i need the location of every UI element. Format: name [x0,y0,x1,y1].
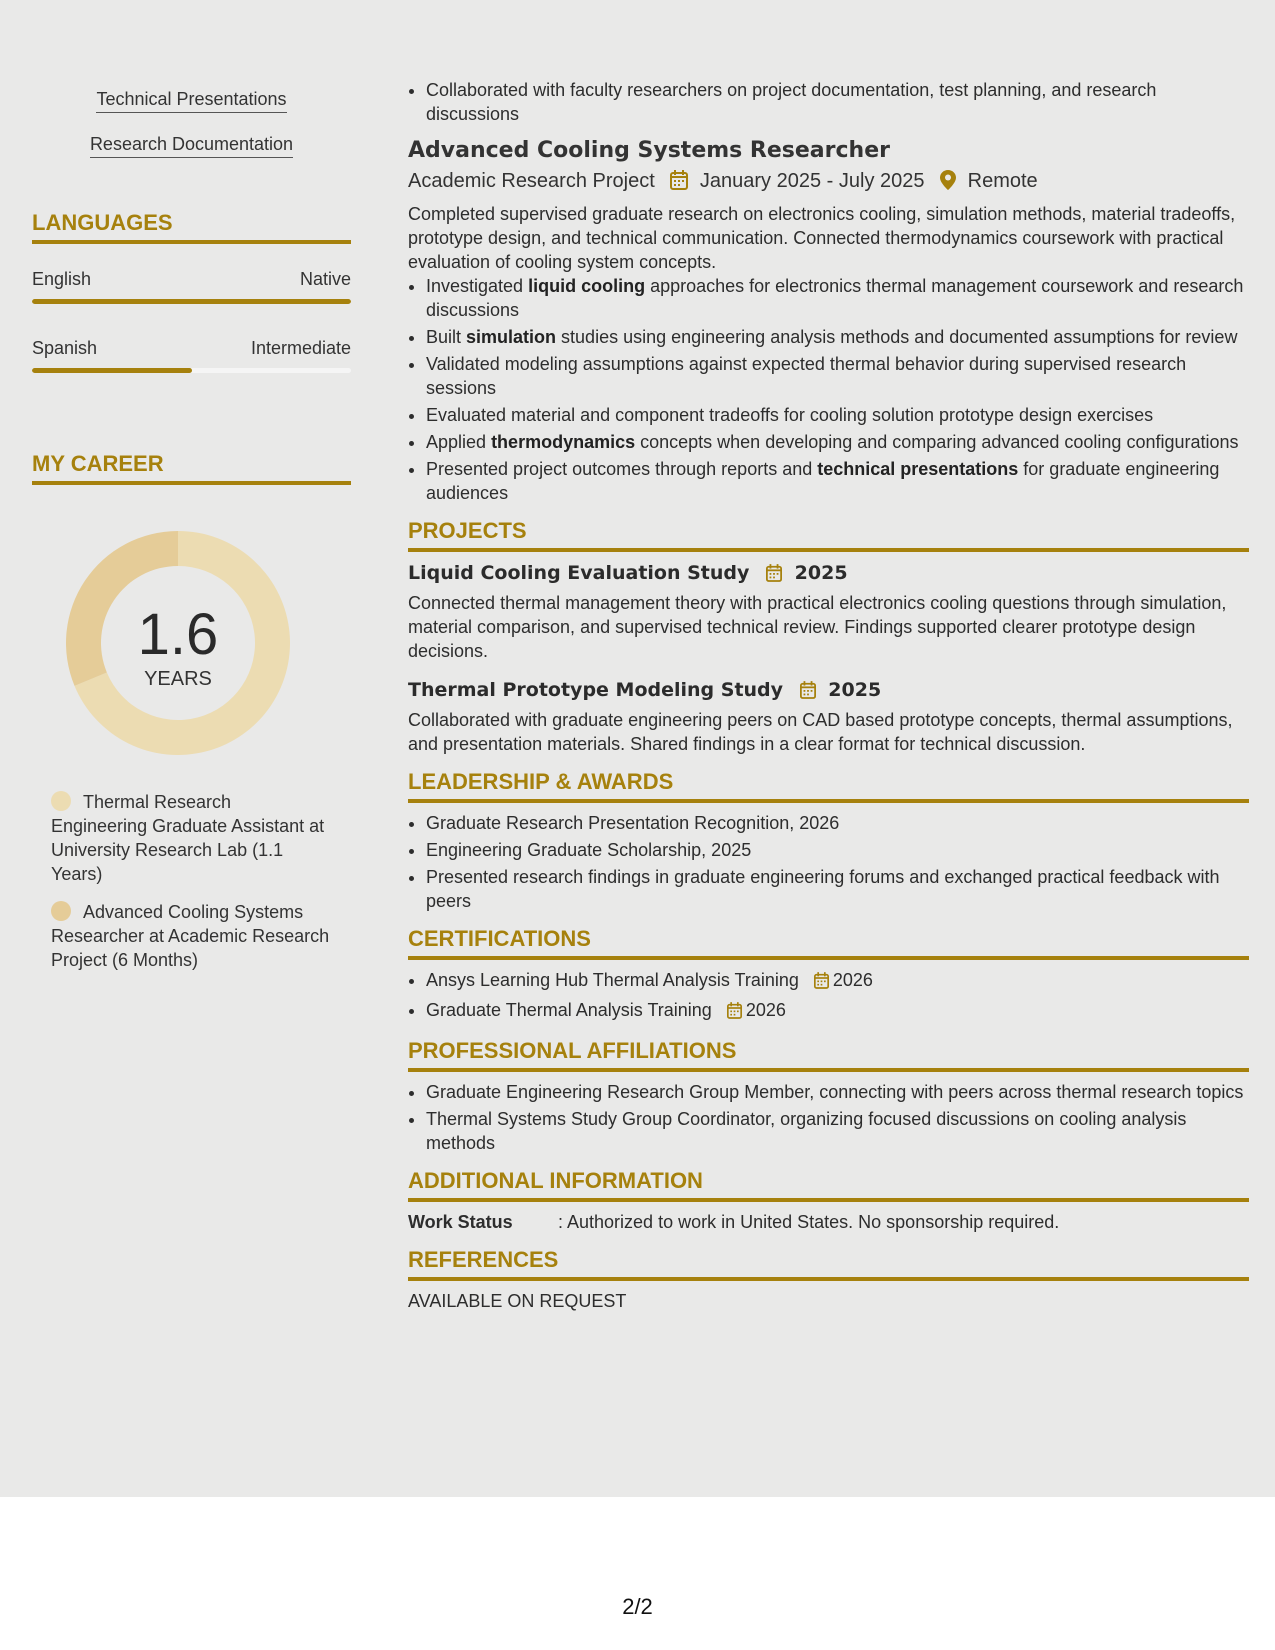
bullet-item: • Validated modeling assumptions against expected thermal behavior during supervised research sessions [426,352,1249,400]
role-meta [408,167,1249,198]
role-location: Remote [967,170,1038,192]
work-status-row [408,1210,1249,1234]
career-legend-label: Advanced Cooling Systems Researcher at Academic Research Project (6 Months) [51,902,330,970]
language-name: English [32,269,92,289]
career-unit: YEARS [144,668,212,690]
skill-label[interactable]: Technical Presentations [96,88,286,113]
page-number: 2/2 [622,1594,653,1619]
skill-link[interactable] [32,88,351,113]
language-row [32,268,351,290]
career-legend [51,790,331,986]
career-legend-label: Thermal Research Engineering Graduate Assistant at University Research Lab (1.1 Years) [51,792,325,884]
awards-heading: LEADERSHIP & AWARDS [408,768,1249,803]
calendar-icon [670,170,688,198]
skill-link[interactable] [32,133,351,158]
project-description: Connected thermal management theory with practical electronics cooling questions through simulation, material comparison, and supervised technical review. Findings supported clearer prototype design decisions. [408,593,1227,661]
project-year: 2025 [794,562,848,584]
language-name: Spanish [32,338,98,358]
work-status-label: Work Status [408,1212,513,1232]
work-status-value: : Authorized to work in United States. No sponsorship required. [558,1212,1060,1232]
additional-info-heading: ADDITIONAL INFORMATION [408,1167,1249,1202]
career-legend-item [51,790,331,886]
language-row [32,337,351,359]
bullet-item: • Built simulation studies using engineering analysis methods and documented assumptions for review [426,325,1249,349]
affiliations-list [408,1080,1249,1155]
project-title: Thermal Prototype Modeling Study [408,679,784,701]
career-legend-item [51,900,331,972]
role-dates: January 2025 - July 2025 [699,170,925,192]
map-pin-icon [940,170,956,198]
languages-heading: LANGUAGES [32,210,351,244]
legend-dot-icon [51,901,71,921]
role-title: Advanced Cooling Systems Researcher [408,138,890,163]
career-donut-chart [66,531,290,755]
award-item: • Engineering Graduate Scholarship, 2025 [426,838,1249,862]
previous-role-bullets [408,78,1249,126]
project-title-row [408,560,1249,589]
affiliation-item: • Thermal Systems Study Group Coordinator, organizing focused discussions on cooling analysis methods [426,1107,1249,1155]
role-summary: Completed supervised graduate research on electronics cooling, simulation methods, material tradeoffs, prototype design, and technical communication. Connected thermodynamics coursework with practical evaluation of cooling system concepts. [408,204,1236,272]
calendar-icon [800,680,816,706]
legend-dot-icon [51,791,71,811]
affiliation-item: • Graduate Engineering Research Group Member, connecting with peers across thermal research topics [426,1080,1249,1104]
project-title: Liquid Cooling Evaluation Study [408,562,750,584]
references-text: AVAILABLE ON REQUEST [408,1291,627,1311]
right-column [408,78,1249,1313]
language-proficiency-fill [32,368,192,373]
affiliations-heading: PROFESSIONAL AFFILIATIONS [408,1037,1249,1072]
bullet-item: • Evaluated material and component tradeoffs for cooling solution prototype design exercises [426,403,1249,427]
project-entry [408,560,1249,663]
certification-item [426,968,1249,995]
bullet-item: • Investigated liquid cooling approaches for electronics thermal management coursework and research discussions [426,274,1249,322]
career-total-years: 1.6 [137,602,219,667]
language-proficiency-bar [32,299,351,304]
bullet-item: • Applied thermodynamics concepts when developing and comparing advanced cooling configurations [426,430,1249,454]
projects-heading: PROJECTS [408,517,1249,552]
certifications-list [408,968,1249,1025]
certification-name: Graduate Thermal Analysis Training [426,1000,712,1020]
certification-year: 2026 [832,970,873,990]
role-org: Academic Research Project [408,170,655,192]
awards-list [408,811,1249,913]
career-heading: MY CAREER [32,451,351,485]
project-description: Collaborated with graduate engineering peers on CAD based prototype concepts, thermal assumptions, and presentation materials. Shared findings in a clear format for technical discussion. [408,710,1233,754]
project-entry [408,677,1249,756]
language-level: Native [299,269,351,289]
bullet-item: • Presented project outcomes through reports and technical presentations for graduate engineering audiences [426,457,1249,505]
certification-name: Ansys Learning Hub Thermal Analysis Training [426,970,799,990]
language-proficiency-fill [32,299,351,304]
calendar-icon [727,1001,742,1025]
award-item: • Graduate Research Presentation Recognition, 2026 [426,811,1249,835]
project-year: 2025 [828,679,882,701]
calendar-icon [766,563,782,589]
project-title-row [408,677,1249,706]
language-level: Intermediate [250,338,351,358]
references-heading: REFERENCES [408,1246,1249,1281]
certification-item [426,998,1249,1025]
language-proficiency-bar [32,368,351,373]
bullet-item: • Collaborated with faculty researchers on project documentation, test planning, and research discussions [426,78,1249,126]
award-item: • Presented research findings in graduate engineering forums and exchanged practical feedback with peers [426,865,1249,913]
certifications-heading: CERTIFICATIONS [408,925,1249,960]
role-bullets [408,274,1249,505]
certification-year: 2026 [745,1000,786,1020]
calendar-icon [814,971,829,995]
skill-label[interactable]: Research Documentation [90,133,293,158]
